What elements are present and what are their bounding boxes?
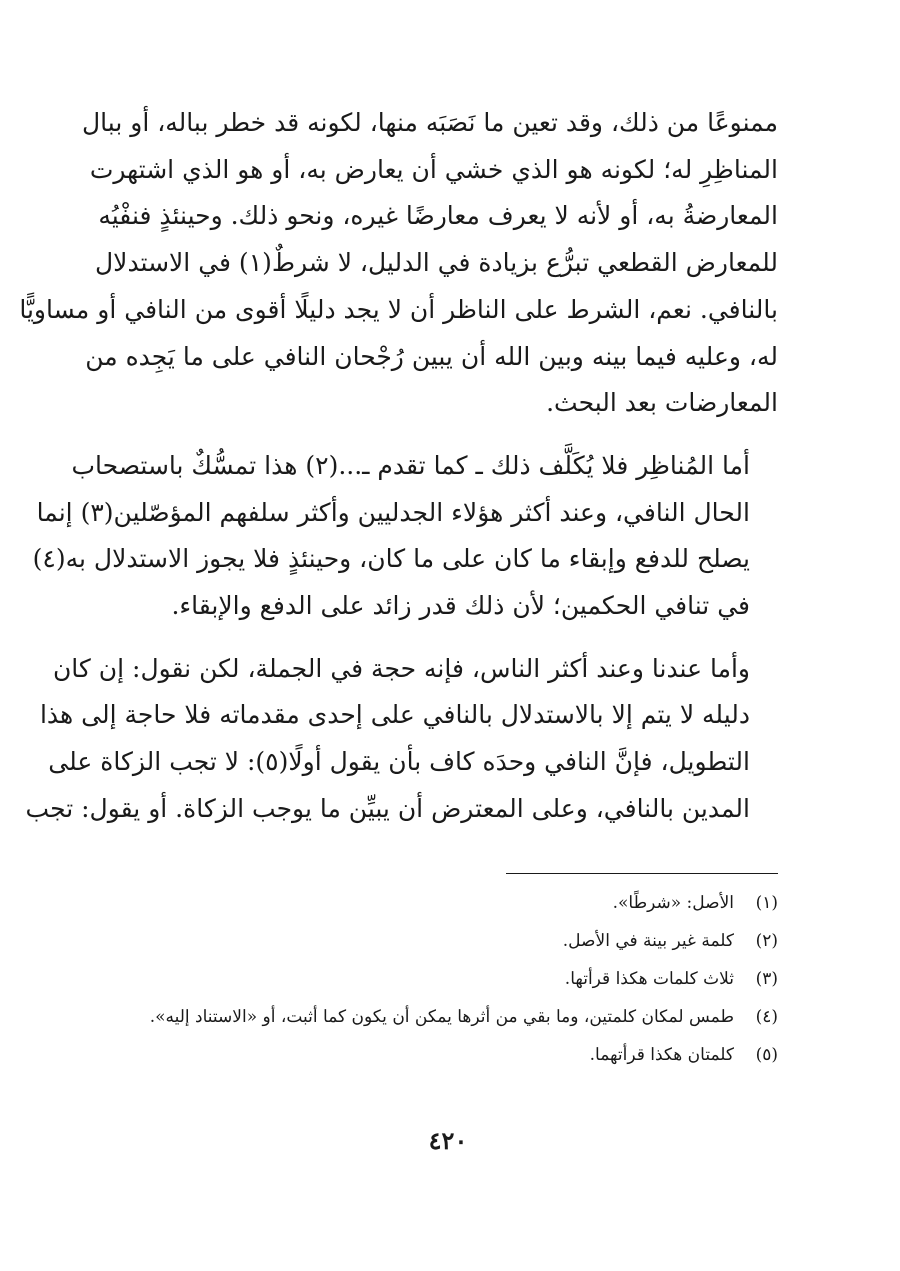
footnote-text: طمس لمكان كلمتين، وما بقي من أثرها يمكن أن يكون كما أثبت، أو «الاستناد إليه». bbox=[149, 1007, 734, 1027]
paragraph-2-line: أما المُناظِر فلا يُكَلَّف ذلك ـ كما تقدم ـ...(٢) هذا تمسُّكٌ باستصحاب bbox=[71, 450, 750, 480]
paragraph-1-line: المعارضةُ به، أو لأنه لا يعرف معارضًا غيره، ونحو ذلك. وحينئذٍ فنفْيُه bbox=[98, 201, 778, 231]
footnote-text: ثلاث كلمات هكذا قرأتها. bbox=[564, 969, 734, 989]
footnote-3 bbox=[118, 964, 778, 994]
footnote-4 bbox=[118, 1002, 778, 1032]
paragraph-3-line: التطويل، فإنَّ النافي وحدَه كاف بأن يقول أولًا(٥): لا تجب الزكاة على bbox=[48, 747, 750, 777]
paragraph-2 bbox=[32, 443, 778, 630]
document-page bbox=[19, 100, 778, 1250]
footnote-divider bbox=[506, 873, 778, 874]
paragraph-1-line: بالنافي. نعم، الشرط على الناظر أن لا يجد دليلًا أقوى من النافي أو مساويًّا bbox=[19, 294, 778, 324]
paragraph-2-line: الحال النافي، وعند أكثر هؤلاء الجدليين وأكثر سلفهم المؤصّلين(٣) إنما bbox=[36, 497, 750, 527]
footnote-2 bbox=[118, 926, 778, 956]
paragraph-3-line: المدين بالنافي، وعلى المعترض أن يبيِّن ما يوجب الزكاة. أو يقول: تجب bbox=[25, 793, 750, 823]
footnote-number: (٢) bbox=[755, 931, 778, 951]
footnote-number: (٤) bbox=[755, 1007, 778, 1027]
footnote-5 bbox=[118, 1040, 778, 1070]
footnote-number: (٣) bbox=[755, 969, 778, 989]
footnote-1 bbox=[118, 888, 778, 918]
footnote-number: (١) bbox=[755, 893, 778, 913]
paragraph-1-line: ممنوعًا من ذلك، وقد تعين ما نَصَبَه منها، لكونه قد خطر بباله، أو ببال bbox=[82, 108, 778, 137]
paragraph-2-line: يصلح للدفع وإبقاء ما كان على ما كان، وحينئذٍ فلا يجوز الاستدلال به(٤) bbox=[32, 544, 750, 574]
paragraph-3-line: دليله لا يتم إلا بالاستدلال بالنافي على إحدى مقدماته فلا حاجة إلى هذا bbox=[39, 700, 750, 730]
paragraph-3 bbox=[25, 646, 778, 833]
paragraph-1-line: المناظِرِ له؛ لكونه هو الذي خشي أن يعارض به، أو هو الذي اشتهرت bbox=[89, 154, 778, 184]
footnote-text: كلمتان هكذا قرأتهما. bbox=[589, 1045, 734, 1065]
page-number: ٤٢٠ bbox=[428, 1126, 468, 1155]
paragraph-1-line: للمعارض القطعي تبرُّع بزيادة في الدليل، لا شرطٌ(١) في الاستدلال bbox=[95, 248, 778, 278]
paragraph-1-line: له، وعليه فيما بينه وبين الله أن يبين رُجْحان النافي على ما يَجِده من bbox=[85, 341, 778, 371]
footnote-text: الأصل: «شرطًا». bbox=[612, 893, 734, 913]
paragraph-3-line: وأما عندنا وعند أكثر الناس، فإنه حجة في الجملة، لكن نقول: إن كان bbox=[52, 653, 750, 683]
footnote-number: (٥) bbox=[755, 1045, 778, 1065]
paragraph-1 bbox=[19, 100, 778, 427]
footnotes bbox=[118, 888, 778, 1078]
paragraph-2-line: في تنافي الحكمين؛ لأن ذلك قدر زائد على الدفع والإبقاء. bbox=[171, 591, 750, 621]
paragraph-1-line: المعارضات بعد البحث. bbox=[546, 388, 778, 418]
footnote-text: كلمة غير بينة في الأصل. bbox=[562, 931, 734, 951]
